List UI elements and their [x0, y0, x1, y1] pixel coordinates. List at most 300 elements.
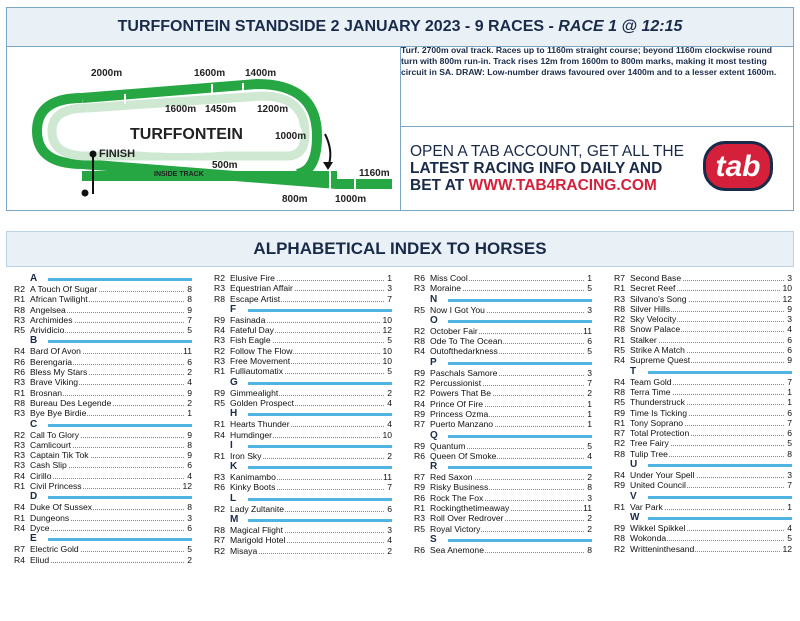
horse-row: [614, 355, 792, 365]
letter-heading: [214, 377, 392, 388]
race-number: R9: [414, 367, 425, 378]
letter-rule: [648, 464, 792, 467]
letter-label: K: [230, 461, 238, 473]
draw-number: 4: [187, 470, 192, 481]
race-number: R3: [214, 472, 225, 483]
race-number: R1: [614, 334, 625, 345]
draw-number: 10: [382, 314, 392, 325]
horse-name: Tulip Tree: [630, 448, 668, 459]
letter-label: T: [630, 365, 637, 377]
tab-advert[interactable]: [410, 143, 684, 194]
race-number: R8: [14, 397, 25, 408]
race-number: R2: [414, 378, 425, 389]
race-number: R4: [614, 376, 625, 387]
draw-number: 5: [587, 440, 592, 451]
horse-row: [214, 294, 392, 304]
letter-rule: [248, 382, 392, 385]
horse-name: Time Is Ticking: [630, 407, 687, 418]
race-number: R8: [214, 293, 225, 304]
race-number: R2: [214, 503, 225, 514]
horse-row: [14, 440, 192, 450]
race-number: R7: [14, 544, 25, 555]
horse-name: Risky Business: [430, 482, 489, 493]
draw-number: 2: [387, 545, 392, 556]
race-number: R4: [614, 355, 625, 366]
draw-number: 11: [183, 346, 192, 357]
race-number: R3: [214, 283, 225, 294]
horse-name: Queen Of Smoke: [430, 450, 497, 461]
draw-number: 4: [787, 522, 792, 533]
draw-number: 10: [382, 429, 392, 440]
race-number: R7: [414, 472, 425, 483]
horse-name: Gimmealight: [230, 387, 279, 398]
ad-line-1: OPEN A TAB ACCOUNT, GET ALL THE: [410, 143, 684, 160]
horse-name: Tony Soprano: [630, 417, 684, 428]
draw-number: 4: [387, 419, 392, 430]
race-number: R2: [414, 325, 425, 336]
race-number: R4: [14, 522, 25, 533]
race-number: R2: [414, 388, 425, 399]
draw-number: 5: [587, 283, 592, 294]
race-number: R8: [14, 304, 25, 315]
race-number: R4: [14, 470, 25, 481]
letter-rule: [48, 340, 192, 343]
draw-number: 2: [187, 397, 192, 408]
ad-url-link[interactable]: WWW.TAB4RACING.COM: [468, 177, 657, 194]
horse-row: [214, 346, 392, 356]
race-number: R3: [214, 335, 225, 346]
divider: [400, 126, 794, 127]
horse-name: Escape Artist: [230, 293, 281, 304]
letter-rule: [648, 496, 792, 499]
marker-800m: 800m: [282, 194, 308, 205]
horse-name: Rockingthetimeaway: [430, 503, 510, 514]
draw-number: 5: [187, 544, 192, 555]
draw-number: 2: [187, 367, 192, 378]
draw-number: 5: [387, 366, 392, 377]
draw-number: 7: [787, 376, 792, 387]
horse-name: Princess Ozma: [430, 408, 489, 419]
race-number: R9: [414, 440, 425, 451]
horse-row: [14, 544, 192, 554]
horse-row: [614, 449, 792, 459]
horse-row: [14, 481, 192, 491]
letter-rule: [648, 371, 792, 374]
horse-row: [414, 409, 592, 419]
horse-name: Silvano's Song: [630, 293, 687, 304]
horse-row: [614, 345, 792, 355]
race-number: R9: [614, 407, 625, 418]
draw-number: 6: [387, 503, 392, 514]
race-number: R8: [614, 533, 625, 544]
race-number: R4: [14, 502, 25, 513]
index-column: [614, 273, 792, 554]
draw-number: 2: [387, 450, 392, 461]
letter-label: F: [230, 303, 237, 315]
horse-row: [414, 524, 592, 534]
race-number: R5: [214, 397, 225, 408]
race-number: R9: [214, 387, 225, 398]
draw-number: 3: [587, 492, 592, 503]
race-number: R1: [614, 501, 625, 512]
horse-row: [614, 438, 792, 448]
tab-logo[interactable]: tab: [703, 141, 773, 191]
draw-number: 3: [387, 283, 392, 294]
horse-row: [14, 305, 192, 315]
race-number: R2: [214, 545, 225, 556]
horse-name: Secret Reef: [630, 283, 676, 294]
race-number: R5: [414, 523, 425, 534]
index-column: [214, 273, 392, 556]
horse-row: [614, 502, 792, 512]
horse-name: Lady Zultanite: [230, 503, 284, 514]
horse-row: [414, 346, 592, 356]
horse-row: [414, 326, 592, 336]
draw-number: 8: [187, 284, 192, 294]
race-header-box: [6, 7, 794, 211]
draw-number: 5: [387, 335, 392, 346]
draw-number: 12: [782, 543, 792, 554]
letter-rule: [448, 539, 592, 542]
draw-number: 12: [182, 481, 192, 492]
race-number: R1: [614, 283, 625, 294]
horse-row: [14, 388, 192, 398]
race-number: R5: [414, 304, 425, 315]
draw-number: 9: [187, 304, 192, 315]
horse-row: [614, 335, 792, 345]
race-number: R1: [414, 503, 425, 514]
race-number: R6: [414, 450, 425, 461]
draw-number: 3: [387, 525, 392, 536]
race-number: R4: [414, 346, 425, 357]
draw-number: 8: [587, 544, 592, 555]
ad-line-3: BET AT: [410, 177, 469, 194]
letter-label: U: [630, 459, 638, 471]
horse-name: Brosnan: [30, 387, 63, 398]
draw-number: 6: [787, 428, 792, 439]
letter-label: I: [230, 439, 233, 451]
letter-rule: [448, 299, 592, 302]
letter-rule: [48, 278, 192, 281]
horse-name: Fish Eagle: [230, 335, 271, 346]
draw-number: 7: [187, 314, 192, 325]
draw-number: 1: [787, 501, 792, 512]
race-number: R2: [14, 284, 25, 294]
letter-heading: [414, 357, 592, 368]
horse-row: [614, 324, 792, 334]
race-number: R1: [14, 512, 25, 523]
horse-name: Roll Over Redrover: [430, 513, 504, 524]
horse-row: [614, 408, 792, 418]
race-number: R7: [614, 428, 625, 439]
race-number: R6: [414, 273, 425, 283]
draw-number: 1: [587, 398, 592, 409]
horse-name: Free Movement: [230, 356, 291, 367]
letter-heading: [614, 512, 792, 523]
race-number: R1: [14, 294, 25, 305]
horse-row: [414, 273, 592, 283]
horse-row: [614, 387, 792, 397]
horse-row: [614, 428, 792, 438]
race-number: R6: [414, 544, 425, 555]
horse-row: [414, 388, 592, 398]
letter-heading: [214, 514, 392, 525]
horse-name: Wikkel Spikkel: [630, 522, 686, 533]
letter-label: V: [630, 490, 637, 502]
horse-row: [14, 398, 192, 408]
race-number: R2: [214, 273, 225, 283]
horse-row: [14, 346, 192, 356]
horse-row: [414, 368, 592, 378]
race-number: R9: [614, 522, 625, 533]
horse-name: Electric Gold: [30, 544, 79, 555]
letter-rule: [448, 435, 592, 438]
horse-row: [14, 430, 192, 440]
race-number: R4: [214, 325, 225, 336]
horse-row: [614, 294, 792, 304]
index-column: [14, 273, 192, 565]
race-number: R2: [14, 429, 25, 440]
draw-number: 10: [382, 356, 392, 367]
horse-name: Stalker: [630, 334, 657, 345]
horse-name: Puerto Manzano: [430, 419, 494, 430]
draw-number: 1: [787, 386, 792, 397]
horse-row: [614, 397, 792, 407]
draw-number: 4: [387, 535, 392, 546]
index-title: ALPHABETICAL INDEX TO HORSES: [6, 231, 794, 267]
horse-name: Iron Sky: [230, 450, 262, 461]
draw-number: 5: [787, 438, 792, 449]
draw-number: 11: [383, 472, 392, 483]
race-number: R8: [614, 386, 625, 397]
horse-row: [14, 513, 192, 523]
horse-name: Eliud: [30, 554, 50, 565]
dot-leader: [30, 530, 184, 531]
letter-heading: [214, 408, 392, 419]
draw-number: 6: [187, 356, 192, 367]
horse-name: Bless My Stars: [30, 367, 88, 378]
horse-row: [14, 315, 192, 325]
horse-row: [614, 544, 792, 554]
letter-label: R: [430, 461, 438, 473]
horse-row: [14, 408, 192, 418]
horse-row: [214, 315, 392, 325]
draw-number: 1: [587, 408, 592, 419]
horse-name: Paschals Samore: [430, 367, 498, 378]
horse-name: Under Your Spell: [630, 470, 695, 481]
horse-row: [614, 377, 792, 387]
horse-name: Thunderstruck: [630, 397, 685, 408]
race-number: R3: [14, 377, 25, 388]
letter-rule: [248, 413, 392, 416]
draw-number: 7: [787, 417, 792, 428]
horse-row: [14, 357, 192, 367]
horse-row: [214, 398, 392, 408]
letter-heading: [214, 461, 392, 472]
race-number: R6: [14, 356, 25, 367]
draw-number: 12: [382, 325, 392, 336]
letter-rule: [48, 424, 192, 427]
letter-label: P: [430, 356, 437, 368]
letter-heading: [414, 315, 592, 326]
horse-name: Percussionist: [430, 378, 482, 389]
letter-heading: [14, 491, 192, 502]
horse-name: Brave Viking: [30, 377, 79, 388]
horse-name: Bye Bye Birdie: [30, 408, 87, 419]
standside-track-label: STANDSIDE TRACK: [137, 182, 204, 189]
marker-2000m: 2000m: [91, 68, 123, 79]
horse-name: Quantum: [430, 440, 466, 451]
track-map: [7, 46, 401, 211]
draw-number: 1: [787, 397, 792, 408]
horse-name: Total Protection: [630, 428, 690, 439]
race-number: R4: [614, 470, 625, 481]
race-number: R5: [614, 397, 625, 408]
letter-rule: [448, 466, 592, 469]
draw-number: 3: [187, 512, 192, 523]
race-number: R3: [414, 513, 425, 524]
race-number: R3: [214, 356, 225, 367]
horse-row: [14, 555, 192, 565]
horse-row: [214, 504, 392, 514]
marker-1000m-inner: 1000m: [275, 131, 307, 142]
horse-row: [614, 533, 792, 543]
horse-name: Red Saxon: [430, 472, 473, 483]
letter-heading: [414, 294, 592, 305]
letter-heading: [414, 430, 592, 441]
letter-rule: [648, 517, 792, 520]
page-title: TURFFONTEIN STANDSIDE 2 JANUARY 2023 - 9 RACES - RACE 1 @ 12:15: [7, 8, 793, 47]
horse-name: Follow The Flow: [230, 345, 293, 356]
horse-name: Dyce: [30, 522, 50, 533]
race-number: R3: [14, 408, 25, 419]
horse-name: Strike A Match: [630, 345, 685, 356]
horse-name: Rock The Fox: [430, 492, 484, 503]
letter-heading: [214, 304, 392, 315]
draw-number: 6: [187, 460, 192, 471]
horse-row: [14, 460, 192, 470]
horse-row: [414, 493, 592, 503]
draw-number: 8: [187, 439, 192, 450]
horse-row: [14, 377, 192, 387]
horse-row: [414, 336, 592, 346]
race-number: R1: [214, 366, 225, 377]
horse-row: [614, 304, 792, 314]
horse-row: [214, 366, 392, 376]
letter-heading: [214, 493, 392, 504]
race-number: R1: [14, 387, 25, 398]
horse-name: Misaya: [230, 545, 258, 556]
race-number: R5: [614, 345, 625, 356]
race-number: R9: [414, 482, 425, 493]
horse-name: Call To Glory: [30, 429, 80, 440]
horse-name: Arividicio: [30, 325, 65, 336]
letter-rule: [448, 320, 592, 323]
horse-name: Kanimambo: [230, 472, 276, 483]
race-number: R4: [214, 429, 225, 440]
marker-1200m: 1200m: [257, 104, 289, 115]
horse-name: Humdinger: [230, 429, 273, 440]
finish-label: FINISH: [99, 148, 136, 160]
horse-name: Tree Fairy: [630, 438, 669, 449]
horse-name: Equestrian Affair: [230, 283, 293, 294]
draw-number: 10: [782, 283, 792, 294]
horse-row: [14, 294, 192, 304]
horse-row: [414, 545, 592, 555]
race-time: RACE 1 @ 12:15: [558, 18, 683, 35]
marker-1400m: 1400m: [245, 68, 277, 79]
race-number: R1: [214, 419, 225, 430]
horse-name: Archimides: [30, 314, 73, 325]
marker-500m: 500m: [212, 160, 238, 171]
horse-row: [214, 325, 392, 335]
draw-number: 6: [587, 336, 592, 347]
race-number: R3: [414, 283, 425, 294]
horse-name: Hearts Thunder: [230, 419, 290, 430]
race-number: R3: [14, 439, 25, 450]
horse-row: [614, 470, 792, 480]
horse-name: Now I Got You: [430, 304, 485, 315]
draw-number: 5: [587, 346, 592, 357]
letter-rule: [248, 445, 392, 448]
horse-row: [214, 451, 392, 461]
letter-heading: [414, 534, 592, 545]
draw-number: 8: [187, 502, 192, 513]
race-number: R8: [614, 448, 625, 459]
draw-number: 6: [787, 345, 792, 356]
draw-number: 1: [587, 273, 592, 283]
race-number: R3: [614, 293, 625, 304]
horse-row: [614, 418, 792, 428]
letter-label: B: [30, 335, 38, 347]
horse-row: [14, 471, 192, 481]
horse-name: Camlicourt: [30, 439, 72, 450]
race-number: R2: [214, 345, 225, 356]
letter-rule: [48, 496, 192, 499]
marker-1000m-bottom: 1000m: [335, 194, 367, 205]
horse-name: Sea Anemone: [430, 544, 484, 555]
horse-row: [414, 503, 592, 513]
horse-row: [414, 482, 592, 492]
draw-number: 5: [787, 533, 792, 544]
dot-leader: [30, 478, 184, 479]
horse-row: [214, 283, 392, 293]
horse-row: [214, 335, 392, 345]
horse-name: Fulliautomatix: [230, 366, 284, 377]
race-number: R1: [14, 481, 25, 492]
horse-row: [414, 283, 592, 293]
horse-name: Dungeons: [30, 512, 70, 523]
letter-label: Q: [430, 429, 438, 441]
draw-number: 9: [787, 355, 792, 366]
letter-rule: [248, 466, 392, 469]
horse-name: Sky Velocity: [630, 314, 677, 325]
draw-number: 2: [187, 554, 192, 565]
draw-number: 6: [187, 522, 192, 533]
race-number: R1: [614, 417, 625, 428]
race-number: R7: [214, 535, 225, 546]
horse-name: Marigold Hotel: [230, 535, 286, 546]
draw-number: 2: [587, 513, 592, 524]
draw-number: 4: [187, 377, 192, 388]
letter-rule: [248, 498, 392, 501]
draw-number: 1: [387, 273, 392, 283]
horse-row: [214, 430, 392, 440]
horse-name: Second Base: [630, 273, 682, 283]
letter-heading: [614, 491, 792, 502]
horse-row: [214, 535, 392, 545]
horse-row: [414, 419, 592, 429]
